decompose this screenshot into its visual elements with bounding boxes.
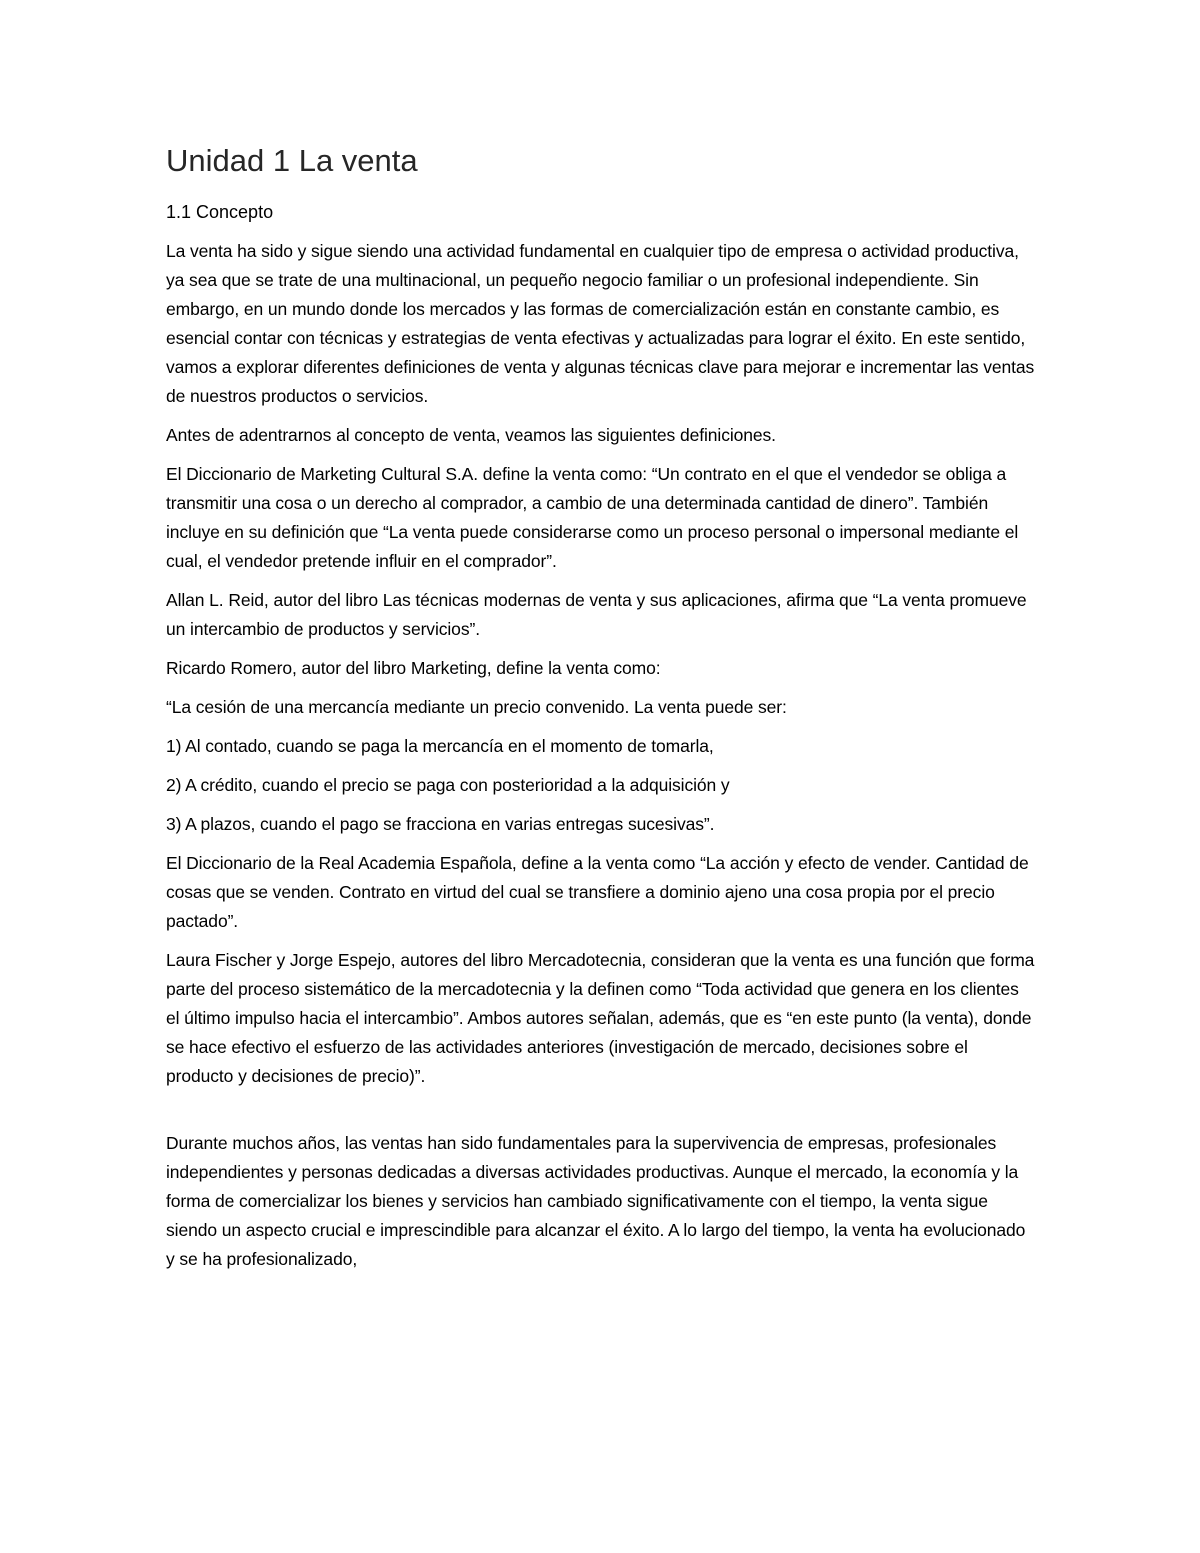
list-item-contado: 1) Al contado, cuando se paga la mercancía en el momento de tomarla, [166,736,714,756]
paragraph-cesion: “La cesión de una mercancía mediante un precio convenido. La venta puede ser: [166,697,787,717]
paragraph-intro: La venta ha sido y sigue siendo una actividad fundamental en cualquier tipo de empresa o actividad productiva, ya sea que se trate de una multinacional, un pequeño negocio familiar o un profesional independiente. Sin embargo, en un mundo donde los mercados y las formas de comercialización están en constante cambio, es esencial contar con técnicas y estrategias de venta efectivas y actualizadas para lograr el éxito. En este sentido, vamos a explorar diferentes definiciones de venta y algunas técnicas clave para mejorar e incrementar las ventas de nuestros productos o servicios. [166,241,1035,406]
paragraph-ricardo-romero: Ricardo Romero, autor del libro Marketing, define la venta como: [166,658,661,678]
document-title: Unidad 1 La venta [166,143,418,178]
list-item-credito: 2) A crédito, cuando el precio se paga con posterioridad a la adquisición y [166,775,730,795]
paragraph-antes: Antes de adentrarnos al concepto de venta, veamos las siguientes definiciones. [166,425,776,445]
paragraph-durante: Durante muchos años, las ventas han sido fundamentales para la supervivencia de empresas, profesionales independientes y personas dedicadas a diversas actividades productivas. Aunque el mercado, la economía y la forma de comercializar los bienes y servicios han cambiado significativamente con el tiempo, la venta sigue siendo un aspecto crucial e imprescindible para alcanzar el éxito. A lo largo del tiempo, la venta ha evolucionado y se ha profesionalizado, [166,1133,1026,1269]
section-heading: 1.1 Concepto [166,202,274,222]
paragraph-allan-reid: Allan L. Reid, autor del libro Las técnicas modernas de venta y sus aplicaciones, afirma que “La venta promueve un intercambio de productos y servicios”. [166,590,1027,639]
paragraph-fischer-espejo: Laura Fischer y Jorge Espejo, autores del libro Mercadotecnia, consideran que la venta es una función que forma parte del proceso sistemático de la mercadotecnia y la definen como “Toda actividad que genera en los clientes el último impulso hacia el intercambio”. Ambos autores señalan, además, que es “en este punto (la venta), donde se hace efectivo el esfuerzo de las actividades anteriores (investigación de mercado, decisiones sobre el producto y decisiones de precio)”. [166,950,1035,1086]
list-item-plazos: 3) A plazos, cuando el pago se fracciona en varias entregas sucesivas”. [166,814,715,834]
document-page [166,140,1036,1284]
paragraph-rae: El Diccionario de la Real Academia Española, define a la venta como “La acción y efecto de vender. Cantidad de cosas que se venden. Contrato en virtud del cual se transfiere a dominio ajeno una cosa propia por el precio pactado”. [166,853,1029,931]
paragraph-diccionario-marketing: El Diccionario de Marketing Cultural S.A. define la venta como: “Un contrato en el que el vendedor se obliga a transmitir una cosa o un derecho al comprador, a cambio de una determinada cantidad de dinero”. También incluye en su definición que “La venta puede considerarse como un proceso personal o impersonal mediante el cual, el vendedor pretende influir en el comprador”. [166,464,1019,571]
blank-line [166,1101,1036,1129]
